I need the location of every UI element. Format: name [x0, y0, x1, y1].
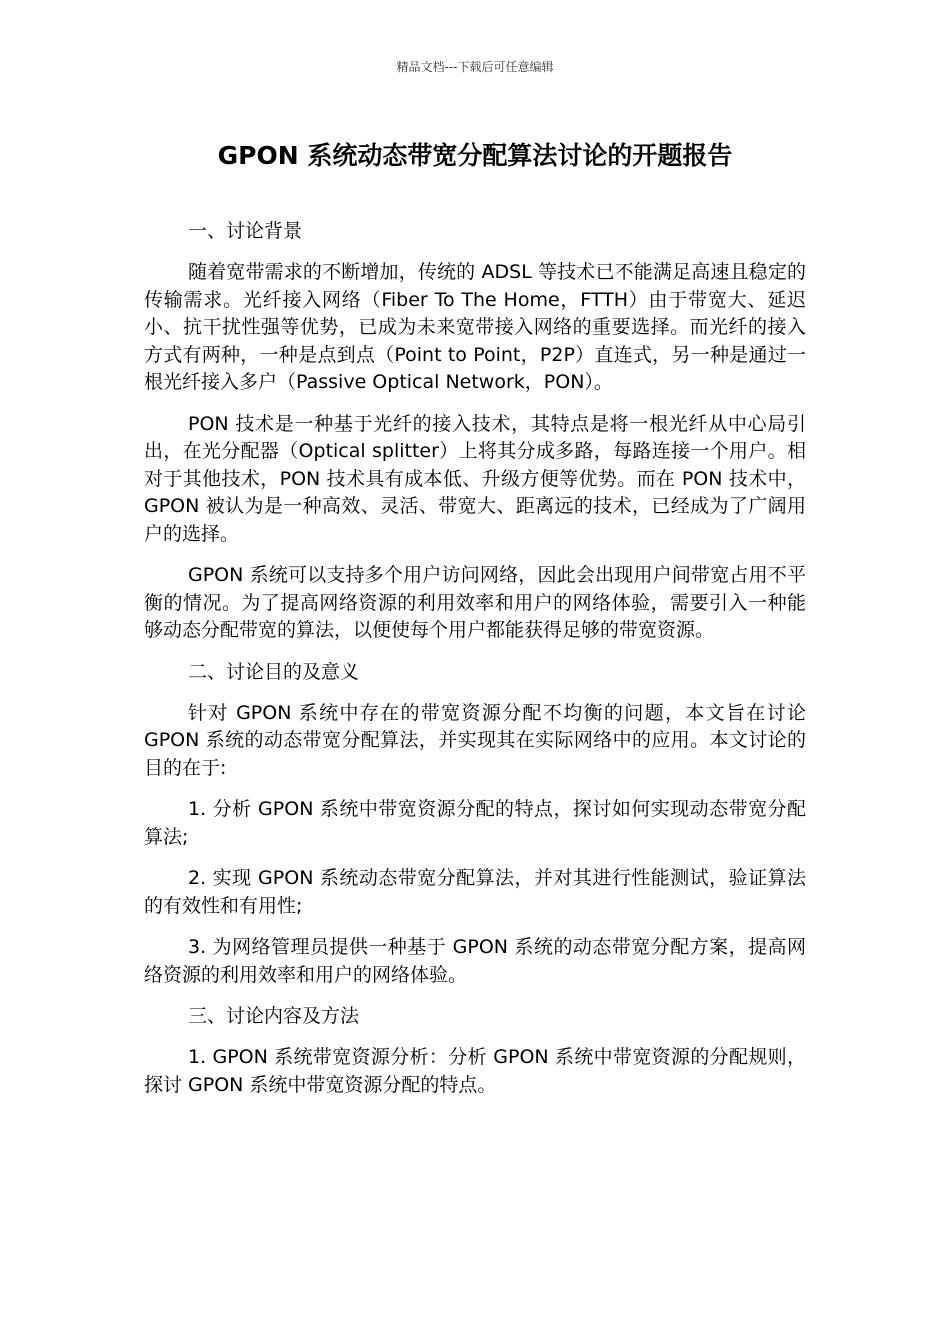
paragraph-purpose-item-1: 1. 分析 GPON 系统中带宽资源分配的特点，探讨如何实现动态带宽分配算法; — [144, 798, 806, 848]
document-title: GPON 系统动态带宽分配算法讨论的开题报告 — [217, 141, 733, 170]
document-body — [144, 218, 806, 1113]
section-heading-background: 一、讨论背景 — [188, 220, 303, 242]
section-heading-methods: 三、讨论内容及方法 — [188, 1005, 360, 1027]
paragraph-purpose-item-2: 2. 实现 GPON 系统动态带宽分配算法，并对其进行性能测试，验证算法的有效性和有用性; — [144, 867, 806, 917]
paragraph-purpose-intro: 针对 GPON 系统中存在的带宽资源分配不均衡的问题，本文旨在讨论 GPON 系统的动态带宽分配算法，并实现其在实际网络中的应用。本文讨论的目的在于: — [144, 701, 806, 779]
page-header-note: 精品文档---下载后可任意编辑 — [396, 60, 554, 74]
section-heading-purpose: 二、讨论目的及意义 — [188, 660, 360, 683]
paragraph-background-1: 随着宽带需求的不断增加，传统的 ADSL 等技术已不能满足高速且稳定的传输需求。光纤接入网络（Fiber To The Home，FTTH）由于带宽大、延迟小、抗干扰性强等优势，已成为未来宽带接入网络的重要选择。而光纤的接入方式有两种，一种是点到点（Point to Point，P2P）直连式，另一种是通过一根光纤接入多户（Passive Optical Network，PON）。 — [144, 261, 806, 393]
paragraph-background-2: PON 技术是一种基于光纤的接入技术，其特点是将一根光纤从中心局引出，在光分配器（Optical splitter）上将其分成多路，每路连接一个用户。相对于其他技术，PON 技术具有成本低、升级方便等优势。而在 PON 技术中，GPON 被认为是一种高效、灵活、带宽大、距离远的技术，已经成为了广阔用户的选择。 — [144, 412, 806, 545]
paragraph-background-3: GPON 系统可以支持多个用户访问网络，因此会出现用户间带宽占用不平衡的情况。为了提高网络资源的利用效率和用户的网络体验，需要引入一种能够动态分配带宽的算法，以便使每个用户都能获得足够的带宽资源。 — [144, 564, 806, 641]
paragraph-purpose-item-3: 3. 为网络管理员提供一种基于 GPON 系统的动态带宽分配方案，提高网络资源的利用效率和用户的网络体验。 — [144, 936, 806, 986]
paragraph-methods-item-1: 1. GPON 系统带宽资源分析：分析 GPON 系统中带宽资源的分配规则，探讨 GPON 系统中带宽资源分配的特点。 — [144, 1046, 806, 1096]
